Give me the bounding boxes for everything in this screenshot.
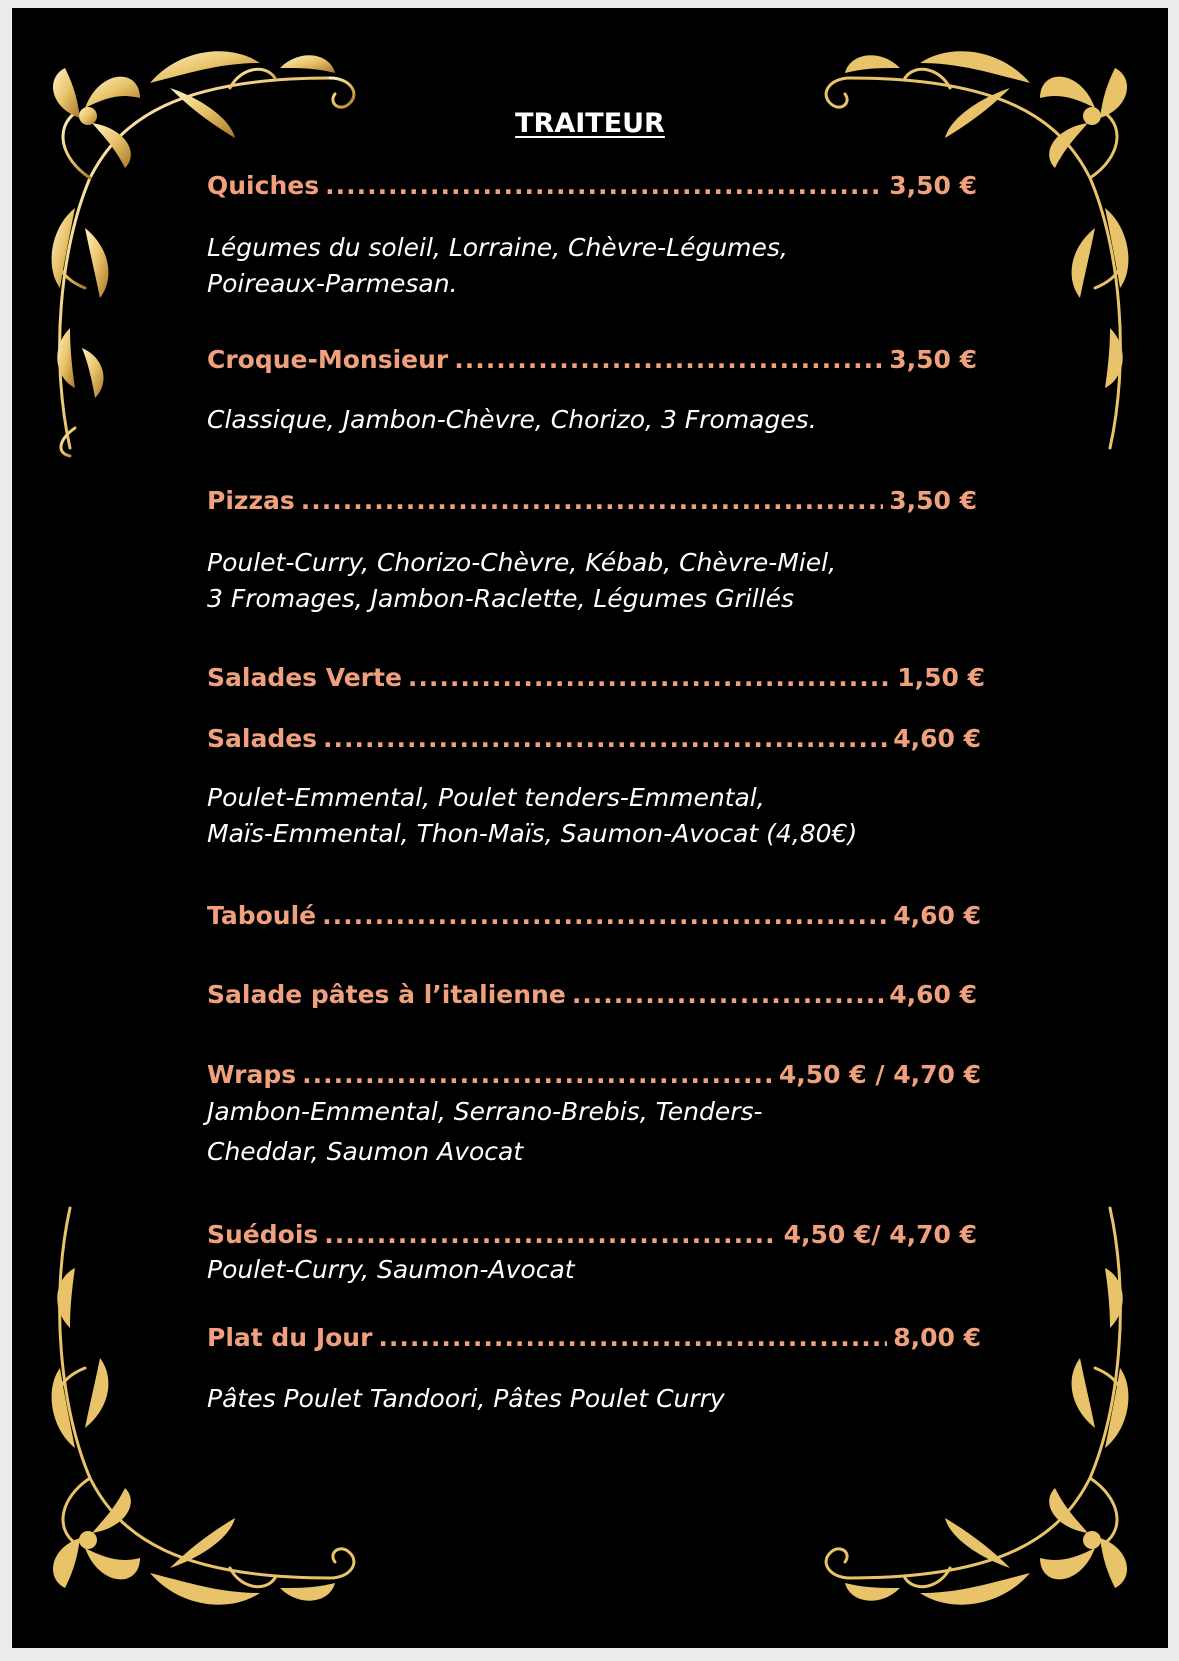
desc-line: Classique, Jambon-Chèvre, Chorizo, 3 Fromages. [207, 405, 817, 434]
item-price: 3,50 € [889, 486, 977, 515]
item-name: Salade pâtes à l’italienne [207, 980, 566, 1009]
item-description [207, 1252, 987, 1288]
leader-dots [378, 1323, 887, 1352]
desc-line: Jambon-Emmental, Serrano-Brebis, Tenders- [207, 1097, 763, 1126]
menu-item-suedois [207, 1220, 977, 1249]
item-name: Salades [207, 724, 318, 753]
item-name: Salades Verte [207, 663, 402, 692]
item-name: Quiches [207, 171, 320, 200]
leader-dots [454, 345, 883, 374]
desc-line: 3 Fromages, Jambon-Raclette, Légumes Grillés [207, 584, 794, 613]
item-price: 1,50 € [897, 663, 985, 692]
desc-line: Maïs-Emmental, Thon-Maïs, Saumon-Avocat (4,80€) [207, 819, 858, 848]
menu-item-taboule [207, 901, 981, 930]
desc-line: Légumes du soleil, Lorraine, Chèvre-Légumes, [207, 233, 788, 262]
leader-dots [324, 1220, 777, 1249]
item-price: 3,50 € [889, 171, 977, 200]
item-name: Wraps [207, 1060, 297, 1089]
item-description [207, 545, 987, 617]
menu-item-quiches [207, 171, 977, 200]
menu-item-plat-du-jour [207, 1323, 981, 1352]
desc-line: Poireaux-Parmesan. [207, 269, 458, 298]
item-price: 4,60 € [889, 980, 977, 1009]
item-name: Suédois [207, 1220, 319, 1249]
item-description [207, 1092, 987, 1172]
item-price: 4,50 €/ 4,70 € [783, 1220, 977, 1249]
desc-line: Poulet-Curry, Chorizo-Chèvre, Kébab, Chèvre-Miel, [207, 548, 837, 577]
menu-item-pizzas [207, 486, 977, 515]
item-name: Croque-Monsieur [207, 345, 449, 374]
menu-page [12, 8, 1168, 1648]
leader-dots [322, 901, 887, 930]
item-name: Pizzas [207, 486, 295, 515]
leader-dots [325, 171, 883, 200]
desc-line: Poulet-Curry, Saumon-Avocat [207, 1255, 575, 1284]
item-name: Taboulé [207, 901, 317, 930]
item-description [207, 230, 987, 302]
item-price: 3,50 € [889, 345, 977, 374]
item-description [207, 402, 987, 438]
item-description [207, 1381, 987, 1417]
menu-item-wraps [207, 1060, 981, 1089]
desc-line: Poulet-Emmental, Poulet tenders-Emmental, [207, 783, 765, 812]
item-description [207, 780, 987, 852]
item-name: Plat du Jour [207, 1323, 373, 1352]
menu-item-salades [207, 724, 981, 753]
leader-dots [301, 486, 883, 515]
item-price: 8,00 € [893, 1323, 981, 1352]
menu-item-salades-verte [207, 663, 985, 692]
desc-line: Pâtes Poulet Tandoori, Pâtes Poulet Curry [207, 1384, 725, 1413]
menu-item-salade-pates [207, 980, 977, 1009]
menu-item-croque-monsieur [207, 345, 977, 374]
desc-line: Cheddar, Saumon Avocat [207, 1137, 524, 1166]
leader-dots [323, 724, 887, 753]
leader-dots [302, 1060, 773, 1089]
leader-dots [408, 663, 891, 692]
item-price: 4,60 € [893, 724, 981, 753]
item-price: 4,60 € [893, 901, 981, 930]
leader-dots [572, 980, 883, 1009]
page-title: TRAITEUR [515, 108, 665, 139]
item-price: 4,50 € / 4,70 € [778, 1060, 981, 1089]
